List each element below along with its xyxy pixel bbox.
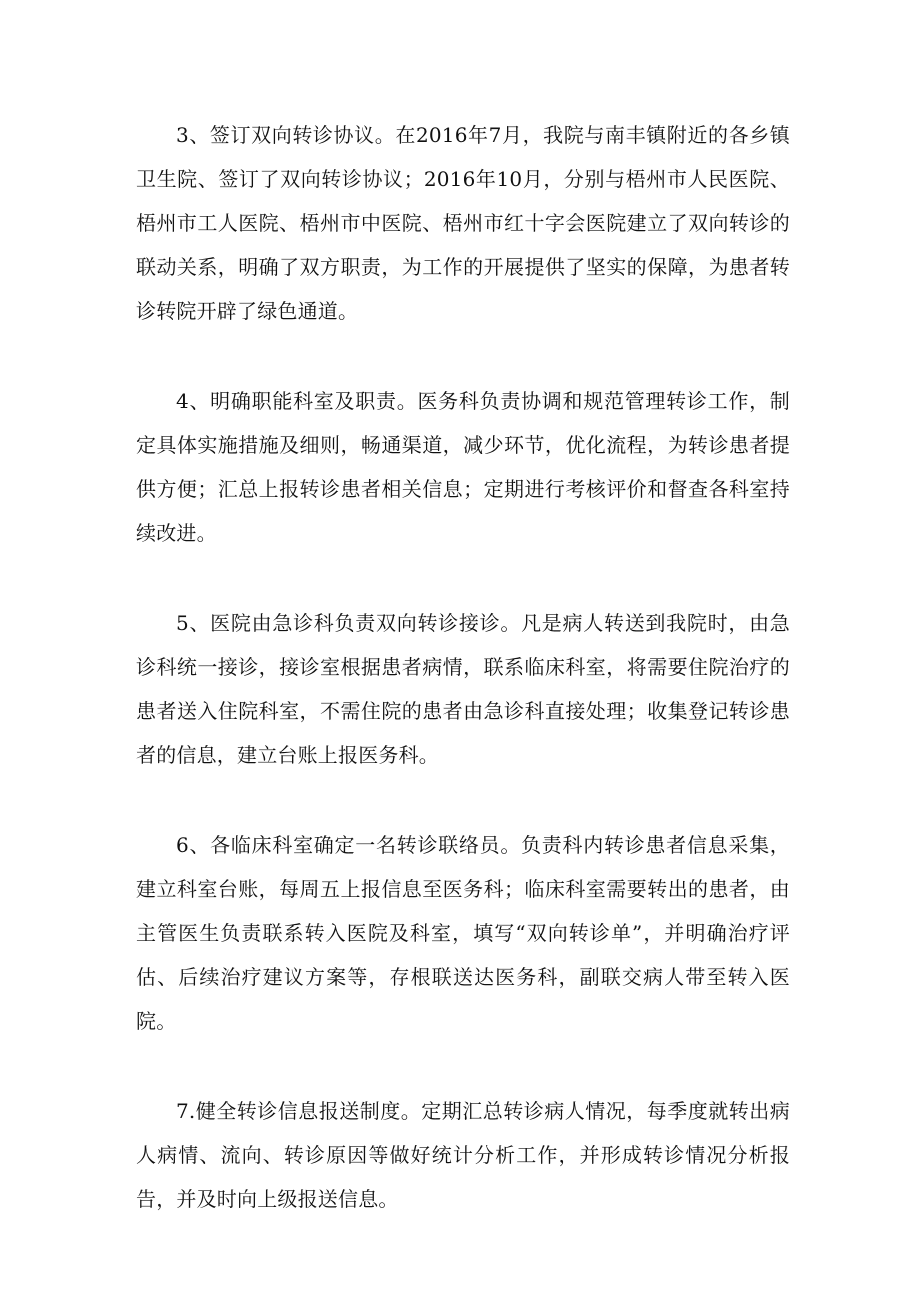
document-body <box>136 113 790 1267</box>
paragraph-7: 7.健全转诊信息报送制度。定期汇总转诊病人情况，每季度就转出病人病情、流向、转诊原因等做好统计分析工作，并形成转诊情况分析报告，并及时向上级报送信息。 <box>136 1099 790 1211</box>
paragraph-6: 6、各临床科室确定一名转诊联络员。负责科内转诊患者信息采集，建立科室台账，每周五上报信息至医务科；临床科室需要转出的患者，由主管医生负责联系转入医院及科室，填写“双向转诊单”，并明确治疗评估、后续治疗建议方案等，存根联送达医务科，副联交病人带至转入医院。 <box>136 833 790 1033</box>
paragraph-5: 5、医院由急诊科负责双向转诊接诊。凡是病人转送到我院时，由急诊科统一接诊，接诊室根据患者病情，联系临床科室，将需要住院治疗的患者送入住院科室，不需住院的患者由急诊科直接处理；收集登记转诊患者的信息，建立台账上报医务科。 <box>136 611 790 767</box>
paragraph-3: 3、签订双向转诊协议。在2016年7月，我院与南丰镇附近的各乡镇卫生院、签订了双向转诊协议；2016年10月，分别与梧州市人民医院、梧州市工人医院、梧州市中医院、梧州市红十字会医院建立了双向转诊的联动关系，明确了双方职责，为工作的开展提供了坚实的保障，为患者转诊转院开辟了绿色通道。 <box>136 123 790 323</box>
paragraph-4: 4、明确职能科室及职责。医务科负责协调和规范管理转诊工作，制定具体实施措施及细则，畅通渠道，减少环节，优化流程，为转诊患者提供方便；汇总上报转诊患者相关信息；定期进行考核评价和督查各科室持续改进。 <box>136 389 790 545</box>
